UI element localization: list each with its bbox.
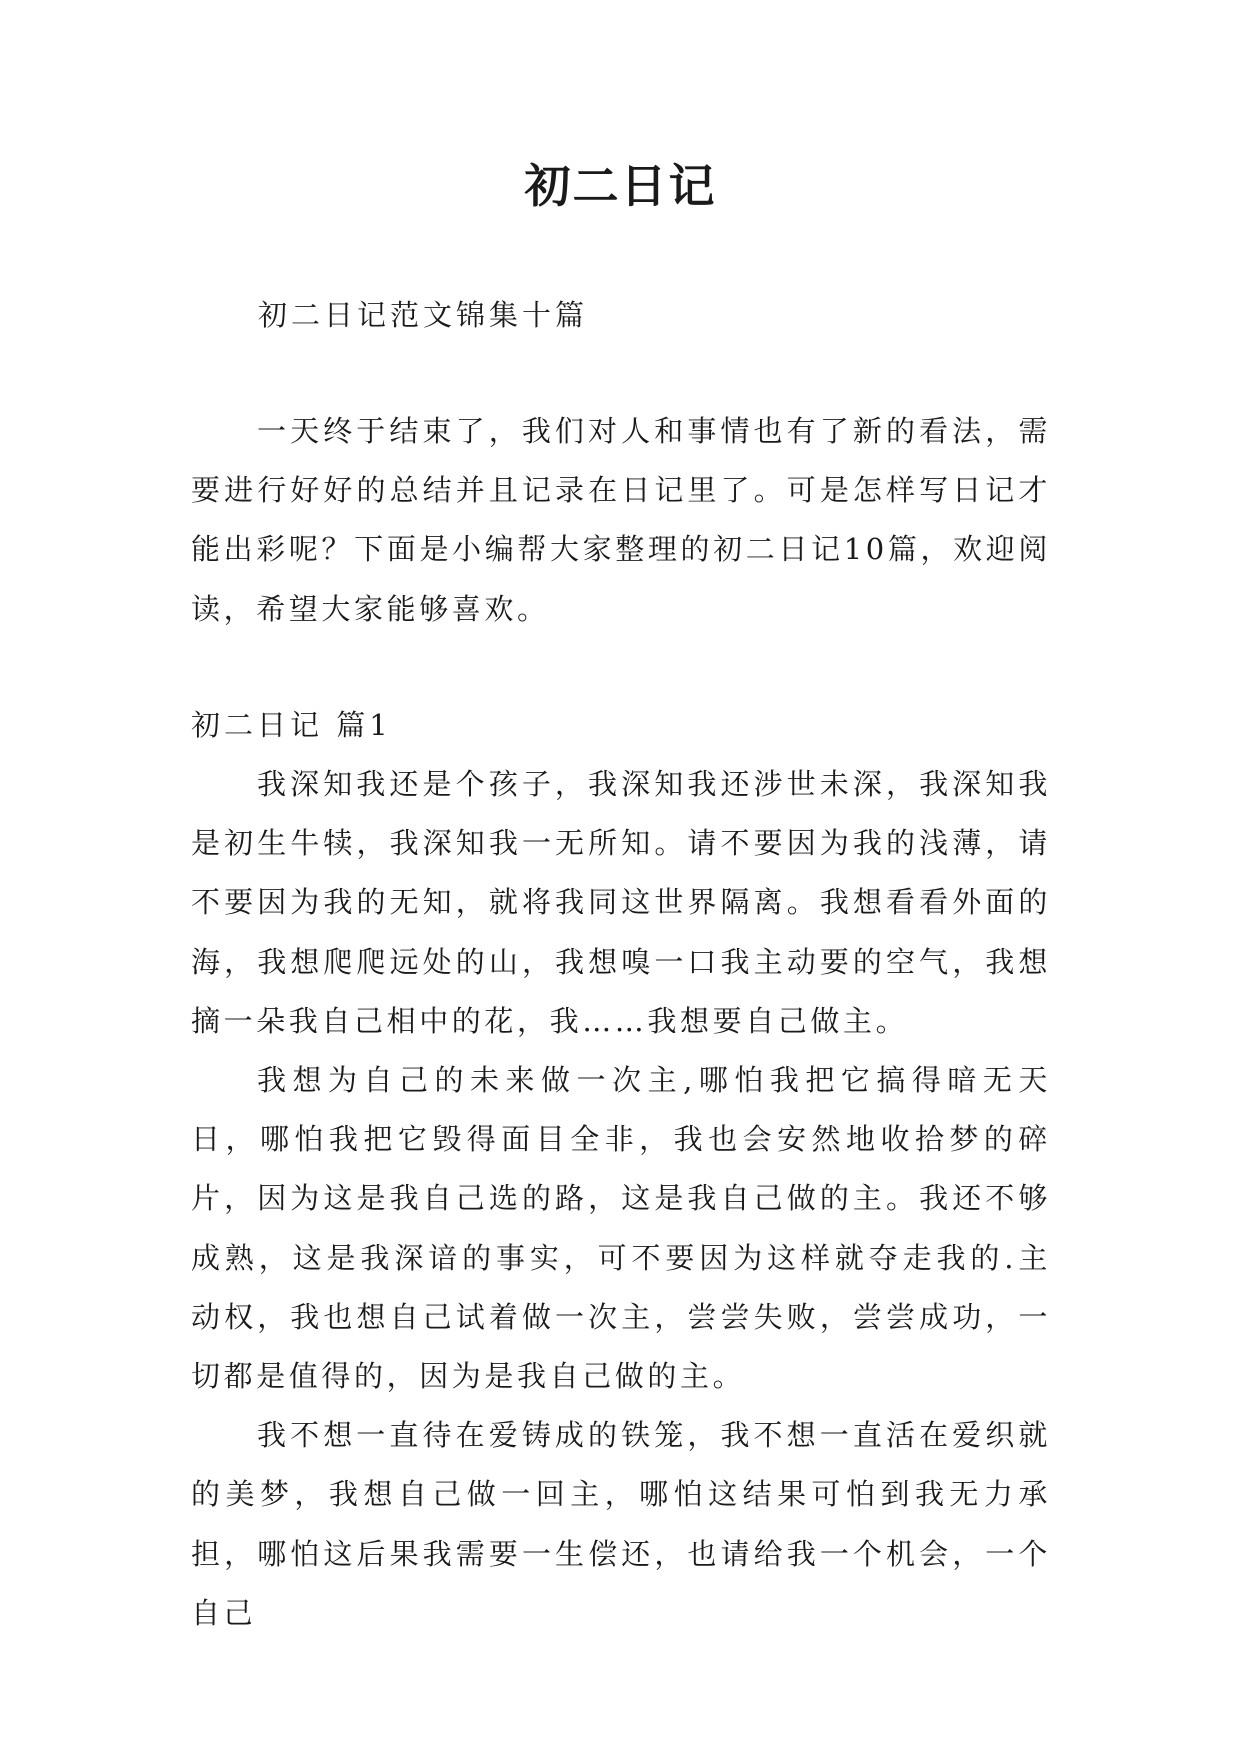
document-title: 初二日记 [524,159,717,213]
intro-paragraph: 一天终于结束了，我们对人和事情也有了新的看法，需要进行好好的总结并且记录在日记里了。可是怎样写日记才能出彩呢？下面是小编帮大家整理的初二日记10篇，欢迎阅读，希望大家能够喜欢。 [191,414,1051,626]
intro-section [191,402,1051,639]
section-heading: 初二日记 篇1 [191,708,392,742]
section-content [191,755,1051,1643]
body-paragraph-2: 我想为自己的未来做一次主,哪怕我把它搞得暗无天日，哪怕我把它毁得面目全非，我也会安然地收拾梦的碎片，因为这是我自己选的路，这是我自己做的主。我还不够成熟，这是我深谙的事实，可不要因为这样就夺走我的.主动权，我也想自己试着做一次主，尝尝失败，尝尝成功，一切都是值得的，因为是我自己做的主。 [191,1063,1051,1394]
body-paragraph-1: 我深知我还是个孩子，我深知我还涉世未深，我深知我是初生牛犊，我深知我一无所知。请不要因为我的浅薄，请不要因为我的无知，就将我同这世界隔离。我想看看外面的海，我想爬爬远处的山，我想嗅一口我主动要的空气，我想摘一朵我自己相中的花，我……我想要自己做主。 [191,767,1051,1038]
body-paragraph-3: 我不想一直待在爱铸成的铁笼，我不想一直活在爱织就的美梦，我想自己做一回主，哪怕这结果可怕到我无力承担，哪怕这后果我需要一生偿还，也请给我一个机会，一个自己 [191,1418,1051,1630]
document-subtitle: 初二日记范文锦集十篇 [258,298,589,332]
